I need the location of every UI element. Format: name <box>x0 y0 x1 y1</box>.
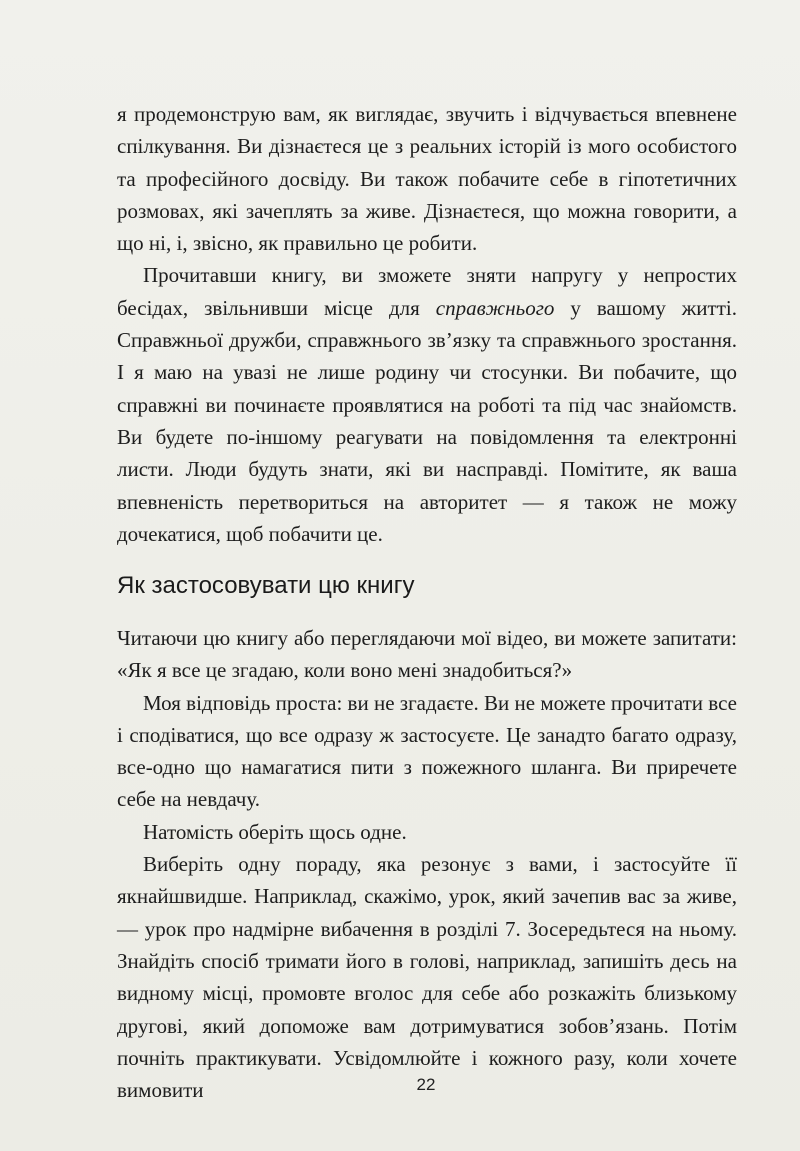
paragraph-question: Читаючи цю книгу або переглядаючи мої відео, ви можете запитати: «Як я все це згадаю, коли воно мені знадобиться?» <box>117 626 737 683</box>
paragraph-book-benefits <box>117 259 737 550</box>
section-heading: Як застосовувати цю книгу <box>117 572 415 599</box>
paragraph-advice: Виберіть одну пораду, яка резонує з вами, і застосуйте її якнайшвидше. Наприклад, скажімо, урок, який зачепив вас за живе, — урок про надмірне вибачення в розділі 7. Зосередьтеся на ньому. Знайдіть спосіб тримати його в голові, наприклад, запишіть десь на видному місці, промовте вголос для себе або розкажіть близькому другові, який допоможе вам дотримуватися зобов’язань. Потім почніть практикувати. Усвідомлюйте і кожного разу, коли хочете вимовити <box>117 852 737 1103</box>
bottom-text-block <box>117 622 737 1106</box>
paragraph-answer: Моя відповідь проста: ви не згадаєте. Ви не можете прочитати все і сподіватися, що все одразу ж застосуєте. Це занадто багато одразу, все-одно що намагатися пити з пожежного шланга. Ви приречете себе на невдачу. <box>117 690 737 812</box>
paragraph-text-end: у вашому житті. Справжньої дружби, справжнього зв’язку та справжнього зростання. І я маю на увазі не лише родину чи стосунки. Ви побачите, що справжні ви починаєте проявлятися на роботі та під час знайомств. Ви будете по-іншому реагувати на повідомлення та електронні листи. Люди будуть знати, які ви насправді. Помітите, як ваша впевненість перетвориться на авторитет — я також не можу дочекатися, щоб побачити це. <box>117 295 737 546</box>
paragraph-continuation: я продемонструю вам, як виглядає, звучить і відчувається впевнене спілкування. Ви дізнаєтеся це з реальних історій із мого особистого та професійного досвіду. Ви також побачите себе в гіпотетичних розмовах, які зачеплять за живе. Дізнаєтеся, що можна говорити, а що ні, і, звісно, як правильно це робити. <box>117 102 737 256</box>
page-number: 22 <box>416 1075 436 1094</box>
emphasized-word: справжнього <box>435 295 555 320</box>
paragraph-text-start: Прочитавши книгу, ви зможете зняти напругу у непростих бесідах, звільнивши місце для <box>117 263 737 320</box>
paragraph-choose-one: Натомість оберіть щось одне. <box>143 819 407 844</box>
top-text-block <box>117 98 737 550</box>
